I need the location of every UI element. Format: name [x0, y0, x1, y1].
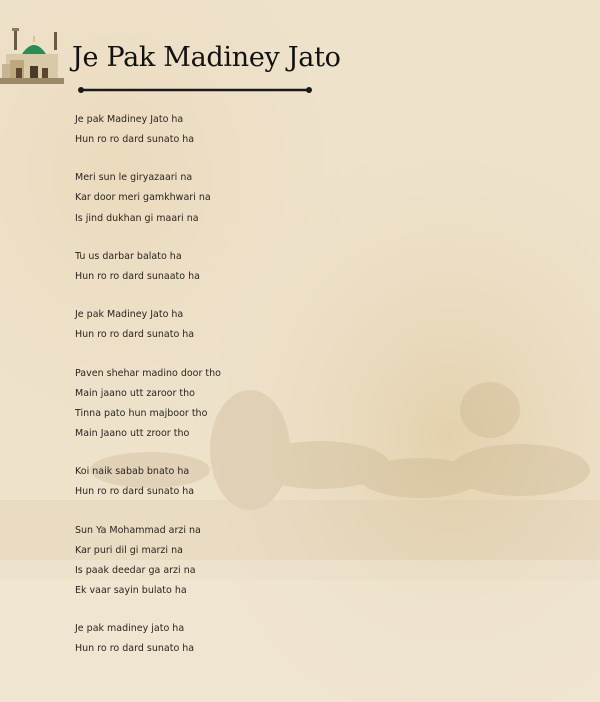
lyric-line: Meri sun le giryazaari na [75, 172, 193, 184]
lyric-line: Je pak Madiney Jato ha [75, 309, 184, 321]
stanza [75, 305, 395, 345]
lyrics-body [75, 110, 395, 677]
lyric-line: Hun ro ro dard sunaato ha [75, 270, 200, 282]
stanza [75, 619, 395, 659]
lyric-line: Main jaano utt zaroor tho [75, 387, 195, 399]
lyric-line: Ek vaar sayin bulato ha [75, 584, 187, 596]
lyric-line: Hun ro ro dard sunato ha [75, 329, 195, 341]
lyric-line: Hun ro ro dard sunato ha [75, 486, 195, 498]
lyric-line: Koi naik sabab bnato ha [75, 466, 190, 478]
mosque-icon [0, 28, 64, 88]
lyric-line: Kar puri dil gi marzi na [75, 544, 183, 556]
lyric-line: Tinna pato hun majboor tho [75, 407, 208, 419]
lyric-line: Sun Ya Mohammad arzi na [75, 524, 201, 536]
lyric-line: Tu us darbar balato ha [75, 250, 182, 262]
stanza [75, 364, 395, 444]
lyric-line: Hun ro ro dard sunato ha [75, 134, 195, 146]
lyric-line: Kar door meri gamkhwari na [75, 192, 211, 204]
lyric-line: Je pak Madiney Jato ha [75, 114, 184, 125]
lyric-line: Main Jaano utt zroor tho [75, 427, 190, 439]
page-header [0, 24, 600, 104]
lyric-line: Paven shehar madino door tho [75, 367, 221, 379]
lyric-line: Is jind dukhan gi maari na [75, 212, 199, 224]
lyric-line: Hun ro ro dard sunato ha [75, 643, 195, 655]
stanza [75, 462, 395, 502]
stanza [75, 521, 395, 601]
page-title: Je Pak Madiney Jato [72, 42, 341, 73]
stanza [75, 110, 395, 150]
lyric-line: Is paak deedar ga arzi na [75, 564, 196, 576]
stanza [75, 168, 395, 228]
stanza [75, 247, 395, 287]
title-underline [78, 86, 312, 94]
lyric-line: Je pak madiney jato ha [75, 623, 185, 635]
